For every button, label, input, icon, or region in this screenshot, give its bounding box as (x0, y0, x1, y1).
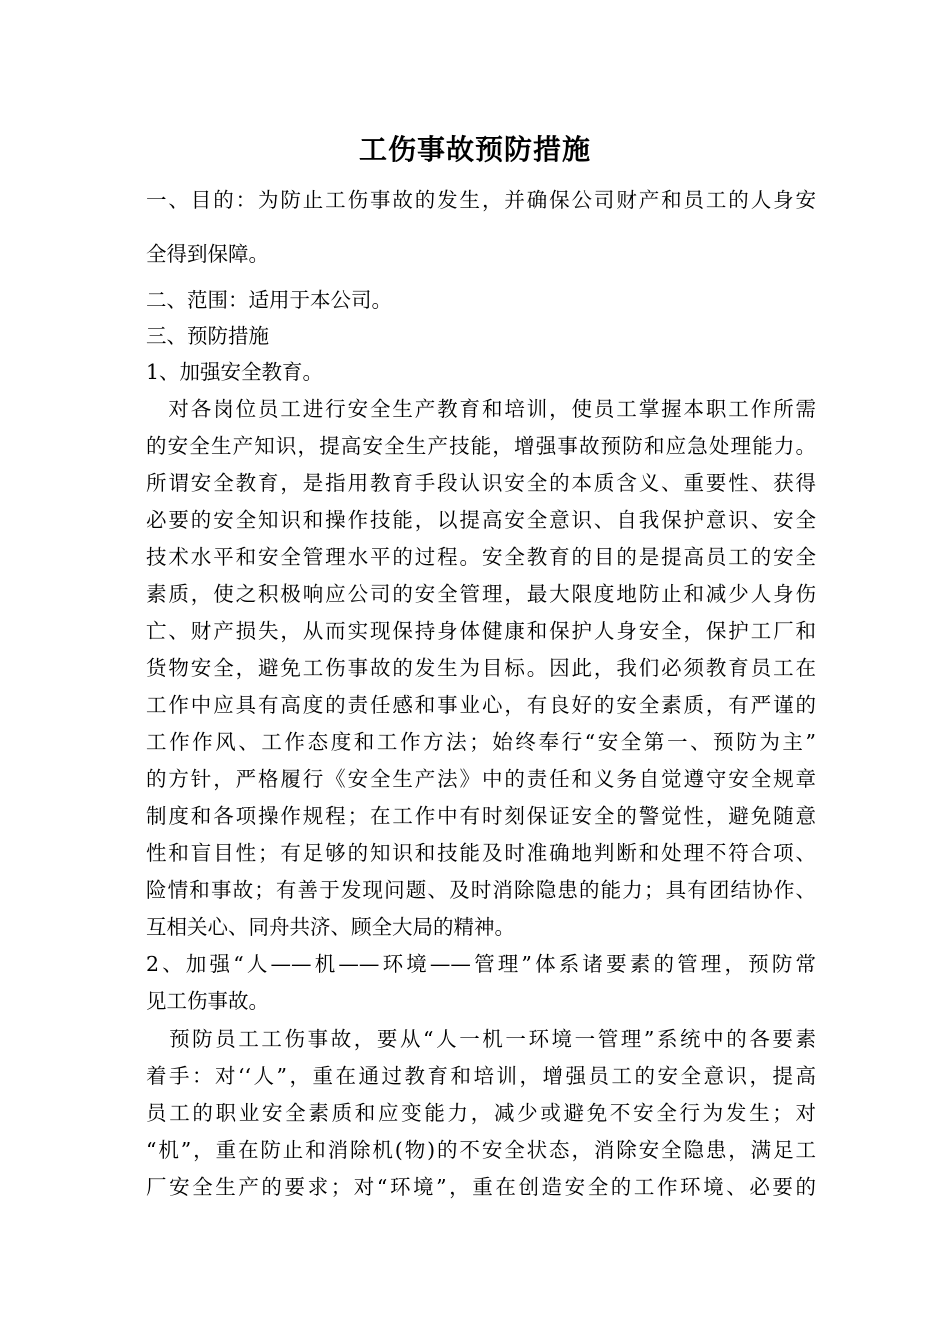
paragraph-line: 亡、财产损失，从而实现保持身体健康和保护人身安全，保护工厂和 (146, 619, 816, 643)
paragraph-line: 2、加强“人——机——环境——管理”体系诸要素的管理，预防常 (146, 952, 816, 976)
paragraph-line: 货物安全，避免工伤事故的发生为目标。因此，我们必须教育员工在 (146, 656, 816, 680)
paragraph-line: 见工伤事故。 (146, 989, 269, 1013)
paragraph-line: 1、加强安全教育。 (146, 360, 324, 384)
paragraph-line: 技术水平和安全管理水平的过程。安全教育的目的是提高员工的安全 (146, 545, 816, 569)
paragraph-line: 一、目的：为防止工伤事故的发生，并确保公司财产和员工的人身安 (146, 188, 816, 212)
paragraph-line: 的方针，严格履行《安全生产法》中的责任和义务自觉遵守安全规章 (146, 767, 816, 791)
paragraph-line: 险情和事故；有善于发现问题、及时消除隐患的能力；具有团结协作、 (146, 878, 816, 902)
paragraph-line: 的安全生产知识，提高安全生产技能，增强事故预防和应急处理能力。 (146, 434, 816, 458)
paragraph-line: 厂安全生产的要求；对“环境”，重在创造安全的工作环境、必要的 (146, 1175, 816, 1199)
paragraph-line: 对各岗位员工进行安全生产教育和培训，使员工掌握本职工作所需 (146, 397, 816, 421)
paragraph-line: “机”，重在防止和消除机(物)的不安全状态，消除安全隐患，满足工 (146, 1138, 816, 1162)
paragraph-line: 全得到保障。 (146, 242, 269, 266)
paragraph-line: 素质，使之积极响应公司的安全管理，最大限度地防止和减少人身伤 (146, 582, 816, 606)
paragraph-line: 性和盲目性；有足够的知识和技能及时准确地判断和处理不符合项、 (146, 841, 816, 865)
paragraph-line: 必要的安全知识和操作技能，以提高安全意识、自我保护意识、安全 (146, 508, 816, 532)
paragraph-line: 着手：对‘‘人”，重在通过教育和培训，增强员工的安全意识，提高 (146, 1064, 816, 1088)
paragraph-line: 工作作风、工作态度和工作方法；始终奉行“安全第一、预防为主” (146, 730, 816, 754)
paragraph-line: 工作中应具有高度的责任感和事业心，有良好的安全素质，有严谨的 (146, 693, 816, 717)
paragraph-line: 员工的职业安全素质和应变能力，减少或避免不安全行为发生；对 (146, 1101, 816, 1125)
paragraph-line: 二、范围：适用于本公司。 (146, 288, 392, 312)
paragraph-line: 互相关心、同舟共济、顾全大局的精神。 (146, 915, 515, 939)
paragraph-line: 三、预防措施 (146, 324, 269, 348)
paragraph-line: 预防员工工伤事故，要从“人一机一环境一管理”系统中的各要素 (146, 1027, 816, 1051)
document-title: 工伤事故预防措施 (358, 133, 591, 166)
paragraph-line: 所谓安全教育，是指用教育手段认识安全的本质含义、重要性、获得 (146, 471, 816, 495)
paragraph-line: 制度和各项操作规程；在工作中有时刻保证安全的警觉性，避免随意 (146, 804, 816, 828)
